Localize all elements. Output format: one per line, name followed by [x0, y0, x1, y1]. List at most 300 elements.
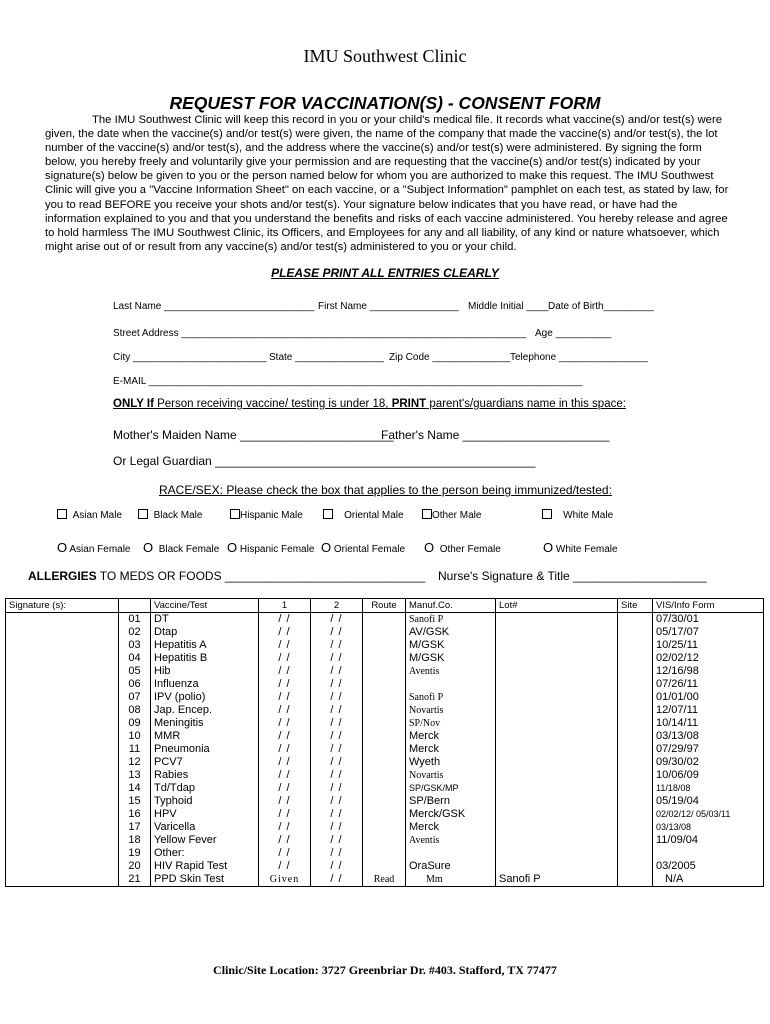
lot-cell[interactable]	[496, 847, 618, 860]
route-cell[interactable]	[363, 678, 406, 691]
header-number	[119, 599, 151, 613]
dose-2-date[interactable]: / /	[311, 639, 363, 652]
asian-male-label: Asian Male	[72, 510, 123, 521]
dose-2-date[interactable]: / /	[311, 717, 363, 730]
dose-1-date[interactable]: / /	[259, 782, 311, 795]
dose-2-date[interactable]: / /	[311, 704, 363, 717]
zip-code-field[interactable]: Zip Code ______________	[389, 352, 511, 363]
lot-cell[interactable]	[496, 756, 618, 769]
row-number: 19	[119, 847, 151, 860]
dose-1-date[interactable]: / /	[259, 769, 311, 782]
route-cell[interactable]: Read	[363, 873, 406, 887]
circle-icon[interactable]: O	[143, 540, 154, 555]
site-cell[interactable]	[618, 613, 653, 627]
manufacturer: Sanofi P	[406, 691, 496, 704]
header-vis: VIS/Info Form	[653, 599, 764, 613]
consent-paragraph	[45, 113, 735, 254]
lot-cell[interactable]	[496, 860, 618, 873]
mothers-maiden-name-field[interactable]: Mother's Maiden Name _______________________	[113, 428, 394, 442]
site-cell[interactable]	[618, 743, 653, 756]
lot-cell[interactable]	[496, 613, 618, 627]
dose-1-date[interactable]: / /	[259, 795, 311, 808]
checkbox-icon[interactable]	[542, 509, 552, 519]
table-row	[6, 730, 764, 743]
manufacturer: Aventis	[406, 665, 496, 678]
minor-print-label: PRINT	[391, 398, 427, 410]
route-cell[interactable]	[363, 834, 406, 847]
signature-cell[interactable]	[6, 652, 119, 665]
dose-2-date[interactable]: / /	[311, 834, 363, 847]
manufacturer: Aventis	[406, 834, 496, 847]
signature-cell[interactable]	[6, 834, 119, 847]
vis-date: 12/07/11	[653, 704, 764, 717]
date-of-birth-field[interactable]: Date of Birth_________	[548, 301, 654, 312]
vaccine-name: IPV (polio)	[151, 691, 259, 704]
table-row	[6, 665, 764, 678]
dose-2-date[interactable]: / /	[311, 808, 363, 821]
asian-female-label: Asian Female	[69, 544, 131, 555]
legal-guardian-field[interactable]: Or Legal Guardian ________________________________________________	[113, 454, 536, 468]
dose-2-date[interactable]: / /	[311, 652, 363, 665]
route-cell[interactable]	[363, 626, 406, 639]
route-cell[interactable]	[363, 795, 406, 808]
vaccine-name: Meningitis	[151, 717, 259, 730]
manufacturer: SP/Bern	[406, 795, 496, 808]
lot-cell[interactable]	[496, 795, 618, 808]
site-cell[interactable]	[618, 860, 653, 873]
table-header-row	[6, 599, 764, 613]
route-cell[interactable]	[363, 808, 406, 821]
manufacturer: SP/GSK/MP	[406, 782, 496, 795]
site-cell[interactable]	[618, 873, 653, 887]
vaccine-name: HIV Rapid Test	[151, 860, 259, 873]
signature-cell[interactable]	[6, 873, 119, 887]
dose-2-date[interactable]: / /	[311, 860, 363, 873]
allergies-field[interactable]	[28, 569, 425, 583]
oriental-male-label: Oriental Male	[344, 510, 404, 521]
manufacturer: Sanofi P	[406, 613, 496, 627]
vaccine-table-body	[6, 613, 764, 887]
vis-date: 12/16/98	[653, 665, 764, 678]
vaccine-name: PCV7	[151, 756, 259, 769]
dose-1-date[interactable]: / /	[259, 730, 311, 743]
route-cell[interactable]	[363, 717, 406, 730]
row-number: 12	[119, 756, 151, 769]
lot-cell[interactable]	[496, 691, 618, 704]
dose-1-date[interactable]: / /	[259, 717, 311, 730]
route-cell[interactable]	[363, 847, 406, 860]
dose-2-date[interactable]: / /	[311, 795, 363, 808]
checkbox-icon[interactable]	[230, 509, 240, 519]
vis-date: 11/09/04	[653, 834, 764, 847]
vis-date: 07/26/11	[653, 678, 764, 691]
route-cell[interactable]	[363, 769, 406, 782]
other-male-option[interactable]	[422, 509, 481, 521]
vaccine-name: Hepatitis A	[151, 639, 259, 652]
lot-cell[interactable]	[496, 639, 618, 652]
lot-cell[interactable]	[496, 678, 618, 691]
race-sex-instruction: RACE/SEX: Please check the box that applies to the person being immunized/tested:	[159, 483, 612, 497]
route-cell[interactable]	[363, 743, 406, 756]
vis-date: 09/30/02	[653, 756, 764, 769]
site-cell[interactable]	[618, 782, 653, 795]
table-row	[6, 821, 764, 834]
header-site: Site	[618, 599, 653, 613]
dose-2-date[interactable]: / /	[311, 613, 363, 627]
manufacturer: Merck	[406, 743, 496, 756]
lot-cell[interactable]	[496, 704, 618, 717]
vis-date: 10/14/11	[653, 717, 764, 730]
first-name-field[interactable]: First Name ________________	[318, 301, 459, 312]
signature-cell[interactable]	[6, 665, 119, 678]
route-cell[interactable]	[363, 782, 406, 795]
oriental-female-label: Oriental Female	[333, 544, 406, 555]
vis-date: 03/13/08	[653, 821, 764, 834]
row-number: 16	[119, 808, 151, 821]
table-row	[6, 717, 764, 730]
vaccine-name: Jap. Encep.	[151, 704, 259, 717]
vaccine-name: HPV	[151, 808, 259, 821]
signature-cell[interactable]	[6, 717, 119, 730]
signature-cell[interactable]	[6, 821, 119, 834]
signature-cell[interactable]	[6, 756, 119, 769]
table-row	[6, 769, 764, 782]
route-cell[interactable]	[363, 691, 406, 704]
header-dose-1: 1	[259, 599, 311, 613]
table-row	[6, 795, 764, 808]
lot-cell[interactable]: Sanofi P	[496, 873, 618, 887]
vis-date: 03/13/08	[653, 730, 764, 743]
minor-mid-text: Person receiving vaccine/ testing is under 18,	[153, 398, 392, 410]
vis-date: 05/17/07	[653, 626, 764, 639]
consent-text: The IMU Southwest Clinic will keep this record in you or your child's medical file. It records what vaccine(s) and/or test(s) were given, the date when the vaccine(s) and/or test(s) were given, the name of the company that made the vaccine(s) and/or test(s), the lot number of the vaccine(s) and/or test(s), and the address where the vaccine(s) and/or test(s) were administered. By signing the form below, you hereby freely and voluntarily give your permission and are requesting that the vaccine(s) and/or test(s) indicated by your signature(s) below be given to you or the person named below for whom you are authorized to make this request. The IMU Southwest Clinic will give you a "Vaccine Information Sheet" on each vaccine, or a "Subject Information" pamphlet on each test, as stated by law, for you to read BEFORE you receive your shots and/or test(s). Your signature below indicates that you have read, or have had the information explained to you and that you understand the benefits and risks of each vaccine administered. You hereby release and agree to hold harmless The IMU Southwest Clinic, its Officers, and Employees for any and all liability, of any kind or nature whatsoever, which might arise out of or result from any vaccine(s) and/or test(s) administered to you or your child.	[45, 114, 729, 253]
age-field[interactable]: Age __________	[535, 328, 612, 339]
table-row	[6, 782, 764, 795]
manufacturer: Merck	[406, 821, 496, 834]
allergies-label: ALLERGIES	[28, 569, 97, 583]
vis-date	[653, 847, 764, 860]
route-cell[interactable]	[363, 704, 406, 717]
black-male-option[interactable]	[138, 509, 202, 521]
vaccine-name: Yellow Fever	[151, 834, 259, 847]
vis-date: 02/02/12/ 05/03/11	[653, 808, 764, 821]
route-cell[interactable]	[363, 730, 406, 743]
lot-cell[interactable]	[496, 769, 618, 782]
table-row	[6, 691, 764, 704]
site-cell[interactable]	[618, 821, 653, 834]
circle-icon[interactable]: O	[57, 540, 68, 555]
table-row	[6, 626, 764, 639]
dose-1-date[interactable]: / /	[259, 665, 311, 678]
vis-date: 01/01/00	[653, 691, 764, 704]
route-cell[interactable]	[363, 613, 406, 627]
dose-2-date[interactable]: / /	[311, 730, 363, 743]
dose-1-date[interactable]: / /	[259, 808, 311, 821]
dose-2-date[interactable]: / /	[311, 743, 363, 756]
manufacturer: M/GSK	[406, 652, 496, 665]
table-row	[6, 652, 764, 665]
clinic-name: IMU Southwest Clinic	[303, 46, 467, 66]
lot-cell[interactable]	[496, 730, 618, 743]
dose-1-date[interactable]: / /	[259, 626, 311, 639]
signature-cell[interactable]	[6, 678, 119, 691]
row-number: 14	[119, 782, 151, 795]
site-cell[interactable]	[618, 691, 653, 704]
dose-1-date[interactable]: / /	[259, 834, 311, 847]
row-number: 02	[119, 626, 151, 639]
dose-1-date[interactable]: / /	[259, 821, 311, 834]
dose-1-date[interactable]: Given	[259, 873, 311, 887]
vis-date: 03/2005	[653, 860, 764, 873]
dose-1-date[interactable]: / /	[259, 691, 311, 704]
oriental-male-option[interactable]	[323, 509, 404, 521]
vaccine-name: Other:	[151, 847, 259, 860]
manufacturer: SP/Nov	[406, 717, 496, 730]
manufacturer	[406, 847, 496, 860]
vis-date: 05/19/04	[653, 795, 764, 808]
manufacturer: Mm	[406, 873, 496, 887]
row-number: 11	[119, 743, 151, 756]
fathers-name-field[interactable]: Father's Name ______________________	[381, 428, 610, 442]
header-signature: Signature (s):	[6, 599, 119, 613]
dose-1-date[interactable]: / /	[259, 652, 311, 665]
dose-2-date[interactable]: / /	[311, 847, 363, 860]
vis-date: 07/30/01	[653, 613, 764, 627]
oriental-female-option[interactable]	[321, 540, 405, 555]
vaccine-name: Dtap	[151, 626, 259, 639]
header-manufacturer: Manuf.Co.	[406, 599, 496, 613]
white-female-label: White Female	[555, 544, 618, 555]
signature-cell[interactable]	[6, 860, 119, 873]
circle-icon[interactable]: O	[321, 540, 332, 555]
site-cell[interactable]	[618, 639, 653, 652]
table-row	[6, 704, 764, 717]
vis-date: 10/25/11	[653, 639, 764, 652]
vaccine-name: Rabies	[151, 769, 259, 782]
signature-cell[interactable]	[6, 613, 119, 627]
row-number: 01	[119, 613, 151, 627]
minor-instruction	[113, 398, 626, 410]
dose-2-date[interactable]: / /	[311, 782, 363, 795]
form-title: REQUEST FOR VACCINATION(S) - CONSENT FORM	[169, 93, 601, 113]
signature-cell[interactable]	[6, 639, 119, 652]
black-female-label: Black Female	[158, 544, 220, 555]
dose-1-date[interactable]: / /	[259, 743, 311, 756]
dose-1-date[interactable]: / /	[259, 847, 311, 860]
site-cell[interactable]	[618, 704, 653, 717]
row-number: 04	[119, 652, 151, 665]
manufacturer: OraSure	[406, 860, 496, 873]
signature-cell[interactable]	[6, 626, 119, 639]
site-cell[interactable]	[618, 665, 653, 678]
email-field[interactable]: E-MAIL ______________________________________________________________________________	[113, 376, 583, 387]
nurse-signature-field[interactable]: Nurse's Signature & Title ____________________	[438, 569, 707, 583]
vaccine-name: Pneumonia	[151, 743, 259, 756]
site-cell[interactable]	[618, 678, 653, 691]
vaccine-name: MMR	[151, 730, 259, 743]
circle-icon[interactable]: O	[227, 540, 238, 555]
signature-cell[interactable]	[6, 769, 119, 782]
dose-2-date[interactable]: / /	[311, 691, 363, 704]
state-field[interactable]: State ________________	[269, 352, 385, 363]
manufacturer: Novartis	[406, 769, 496, 782]
dose-1-date[interactable]: / /	[259, 756, 311, 769]
row-number: 18	[119, 834, 151, 847]
manufacturer: Merck/GSK	[406, 808, 496, 821]
vaccine-name: Influenza	[151, 678, 259, 691]
signature-cell[interactable]	[6, 743, 119, 756]
middle-initial-field[interactable]: Middle Initial ____	[468, 301, 549, 312]
asian-male-option[interactable]	[57, 509, 122, 521]
row-number: 07	[119, 691, 151, 704]
dose-2-date[interactable]: / /	[311, 665, 363, 678]
lot-cell[interactable]	[496, 626, 618, 639]
vaccine-name: Hib	[151, 665, 259, 678]
table-row	[6, 613, 764, 627]
dose-2-date[interactable]: / /	[311, 821, 363, 834]
vis-date: 10/06/09	[653, 769, 764, 782]
dose-2-date[interactable]: / /	[311, 873, 363, 887]
telephone-field[interactable]: Telephone ________________	[510, 352, 648, 363]
table-row	[6, 847, 764, 860]
row-number: 09	[119, 717, 151, 730]
print-instruction: PLEASE PRINT ALL ENTRIES CLEARLY	[271, 266, 499, 280]
route-cell[interactable]	[363, 652, 406, 665]
dose-2-date[interactable]: / /	[311, 678, 363, 691]
dose-1-date[interactable]: / /	[259, 678, 311, 691]
site-cell[interactable]	[618, 834, 653, 847]
vaccine-name: PPD Skin Test	[151, 873, 259, 887]
site-cell[interactable]	[618, 808, 653, 821]
site-cell[interactable]	[618, 756, 653, 769]
table-row	[6, 873, 764, 887]
dose-2-date[interactable]: / /	[311, 756, 363, 769]
minor-only-label: ONLY If	[113, 398, 154, 410]
lot-cell[interactable]	[496, 665, 618, 678]
route-cell[interactable]	[363, 756, 406, 769]
route-cell[interactable]	[363, 821, 406, 834]
lot-cell[interactable]	[496, 717, 618, 730]
table-row	[6, 756, 764, 769]
hispanic-female-option[interactable]	[227, 540, 314, 555]
other-female-option[interactable]	[424, 540, 501, 555]
site-cell[interactable]	[618, 626, 653, 639]
header-vaccine: Vaccine/Test	[151, 599, 259, 613]
other-male-label: Other Male	[432, 510, 482, 521]
checkbox-icon[interactable]	[422, 509, 432, 519]
row-number: 17	[119, 821, 151, 834]
route-cell[interactable]	[363, 639, 406, 652]
row-number: 08	[119, 704, 151, 717]
lot-cell[interactable]	[496, 834, 618, 847]
vaccine-name: Typhoid	[151, 795, 259, 808]
manufacturer: Wyeth	[406, 756, 496, 769]
header-lot: Lot#	[496, 599, 618, 613]
lot-cell[interactable]	[496, 821, 618, 834]
asian-female-option[interactable]	[57, 540, 131, 555]
vis-date: N/A	[653, 873, 764, 887]
circle-icon[interactable]: O	[424, 540, 435, 555]
lot-cell[interactable]	[496, 782, 618, 795]
signature-cell[interactable]	[6, 704, 119, 717]
site-cell[interactable]	[618, 652, 653, 665]
circle-icon[interactable]: O	[543, 540, 554, 555]
header-dose-2: 2	[311, 599, 363, 613]
dose-2-date[interactable]: / /	[311, 626, 363, 639]
checkbox-icon[interactable]	[323, 509, 333, 519]
route-cell[interactable]	[363, 665, 406, 678]
white-female-option[interactable]	[543, 540, 618, 555]
row-number: 13	[119, 769, 151, 782]
manufacturer: Merck	[406, 730, 496, 743]
vis-date: 07/29/97	[653, 743, 764, 756]
signature-cell[interactable]	[6, 795, 119, 808]
lot-cell[interactable]	[496, 808, 618, 821]
lot-cell[interactable]	[496, 743, 618, 756]
site-cell[interactable]	[618, 717, 653, 730]
last-name-field[interactable]: Last Name ___________________________	[113, 301, 315, 312]
table-row	[6, 678, 764, 691]
manufacturer: AV/GSK	[406, 626, 496, 639]
dose-1-date[interactable]: / /	[259, 704, 311, 717]
hispanic-female-label: Hispanic Female	[239, 544, 315, 555]
signature-cell[interactable]	[6, 808, 119, 821]
site-cell[interactable]	[618, 730, 653, 743]
black-male-label: Black Male	[153, 510, 203, 521]
signature-cell[interactable]	[6, 730, 119, 743]
white-male-option[interactable]	[542, 509, 613, 521]
dose-1-date[interactable]: / /	[259, 860, 311, 873]
allergies-line: TO MEDS OR FOODS ______________________________	[96, 569, 426, 583]
dose-2-date[interactable]: / /	[311, 769, 363, 782]
manufacturer	[406, 678, 496, 691]
dose-1-date[interactable]: / /	[259, 639, 311, 652]
signature-cell[interactable]	[6, 691, 119, 704]
black-female-option[interactable]	[143, 540, 219, 555]
vis-date: 11/18/08	[653, 782, 764, 795]
lot-cell[interactable]	[496, 652, 618, 665]
checkbox-icon[interactable]	[57, 509, 67, 519]
row-number: 15	[119, 795, 151, 808]
site-cell[interactable]	[618, 795, 653, 808]
dose-1-date[interactable]: / /	[259, 613, 311, 627]
row-number: 06	[119, 678, 151, 691]
row-number: 05	[119, 665, 151, 678]
site-cell[interactable]	[618, 847, 653, 860]
vaccine-name: Hepatitis B	[151, 652, 259, 665]
signature-cell[interactable]	[6, 847, 119, 860]
vis-date: 02/02/12	[653, 652, 764, 665]
row-number: 03	[119, 639, 151, 652]
table-row	[6, 834, 764, 847]
route-cell[interactable]	[363, 860, 406, 873]
table-row	[6, 808, 764, 821]
vaccine-name: DT	[151, 613, 259, 627]
manufacturer: M/GSK	[406, 639, 496, 652]
vaccine-name: Td/Tdap	[151, 782, 259, 795]
table-row	[6, 639, 764, 652]
signature-cell[interactable]	[6, 782, 119, 795]
city-field[interactable]: City ________________________	[113, 352, 267, 363]
street-address-field[interactable]: Street Address ______________________________________________________________	[113, 328, 527, 339]
clinic-location: Clinic/Site Location: 3727 Greenbriar Dr. #403. Stafford, TX 77477	[213, 963, 557, 977]
white-male-label: White Male	[563, 510, 614, 521]
site-cell[interactable]	[618, 769, 653, 782]
hispanic-male-option[interactable]	[230, 509, 303, 521]
checkbox-icon[interactable]	[138, 509, 148, 519]
header-route: Route	[363, 599, 406, 613]
manufacturer: Novartis	[406, 704, 496, 717]
